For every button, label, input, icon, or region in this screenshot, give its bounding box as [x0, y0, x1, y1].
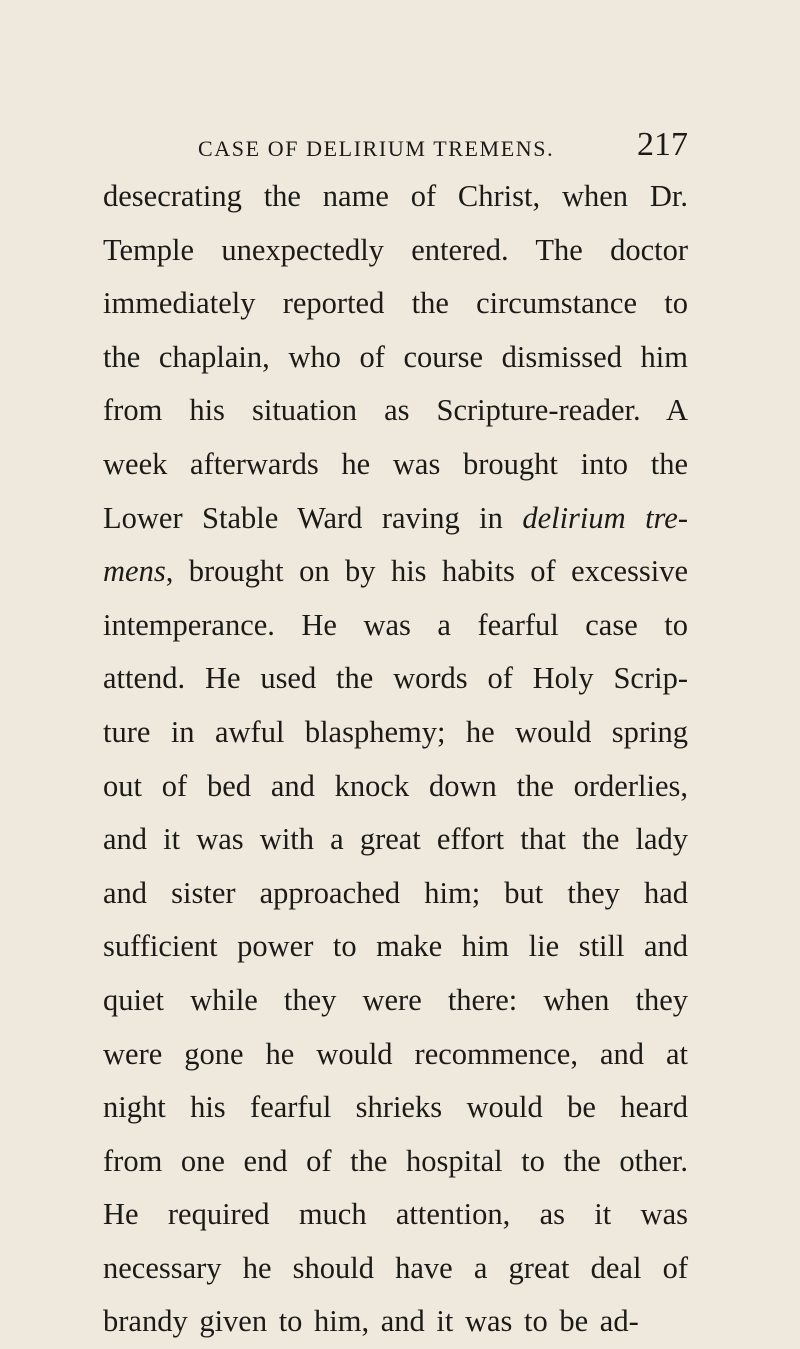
text-line: night his fearful shrieks would be heard	[103, 1090, 688, 1125]
text-line: ture in awful blasphemy; he would spring	[103, 714, 688, 749]
text-line: He required much attention, as it was	[103, 1197, 688, 1232]
text-line: the chaplain, who of course dismissed him	[103, 339, 688, 374]
text-roman: , brought on by his habits of excessive	[165, 554, 688, 589]
text-line: quiet while they were there: when they	[103, 982, 688, 1017]
text-line: Temple unexpectedly entered. The doctor	[103, 232, 688, 267]
text-line: desecrating the name of Christ, when Dr.	[103, 179, 688, 213]
text-line: necessary he should have a great deal of	[103, 1250, 688, 1285]
text-line: week afterwards he was brought into the	[103, 446, 688, 481]
text-line: from one end of the hospital to the other.	[103, 1143, 688, 1178]
running-title: CASE OF DELIRIUM TREMENS.	[198, 136, 555, 161]
text-line: were gone he would recommence, and at	[103, 1036, 688, 1071]
text-line: immediately reported the circumstance to	[103, 286, 688, 321]
text-line: attend. He used the words of Holy Scrip-	[103, 661, 688, 696]
text-line: and sister approached him; but they had	[103, 875, 688, 910]
text-line	[103, 492, 688, 546]
text-line: and it was with a great effort that the lady	[103, 822, 688, 857]
body-text	[103, 170, 688, 1349]
text-roman: Lower Stable Ward raving in	[103, 500, 523, 535]
text-line: out of bed and knock down the orderlies,	[103, 768, 688, 803]
text-line: sufficient power to make him lie still and	[103, 929, 688, 964]
running-head	[103, 126, 688, 170]
text-italic: mens	[103, 554, 166, 589]
page-number: 217	[637, 126, 688, 163]
text-italic: delirium tre-	[522, 500, 688, 535]
text-line	[103, 545, 688, 599]
text-line: intemperance. He was a fearful case to	[103, 607, 688, 642]
text-line: from his situation as Scripture-reader. A	[103, 393, 688, 428]
text-line: brandy given to him, and it was to be ad-	[103, 1304, 639, 1339]
